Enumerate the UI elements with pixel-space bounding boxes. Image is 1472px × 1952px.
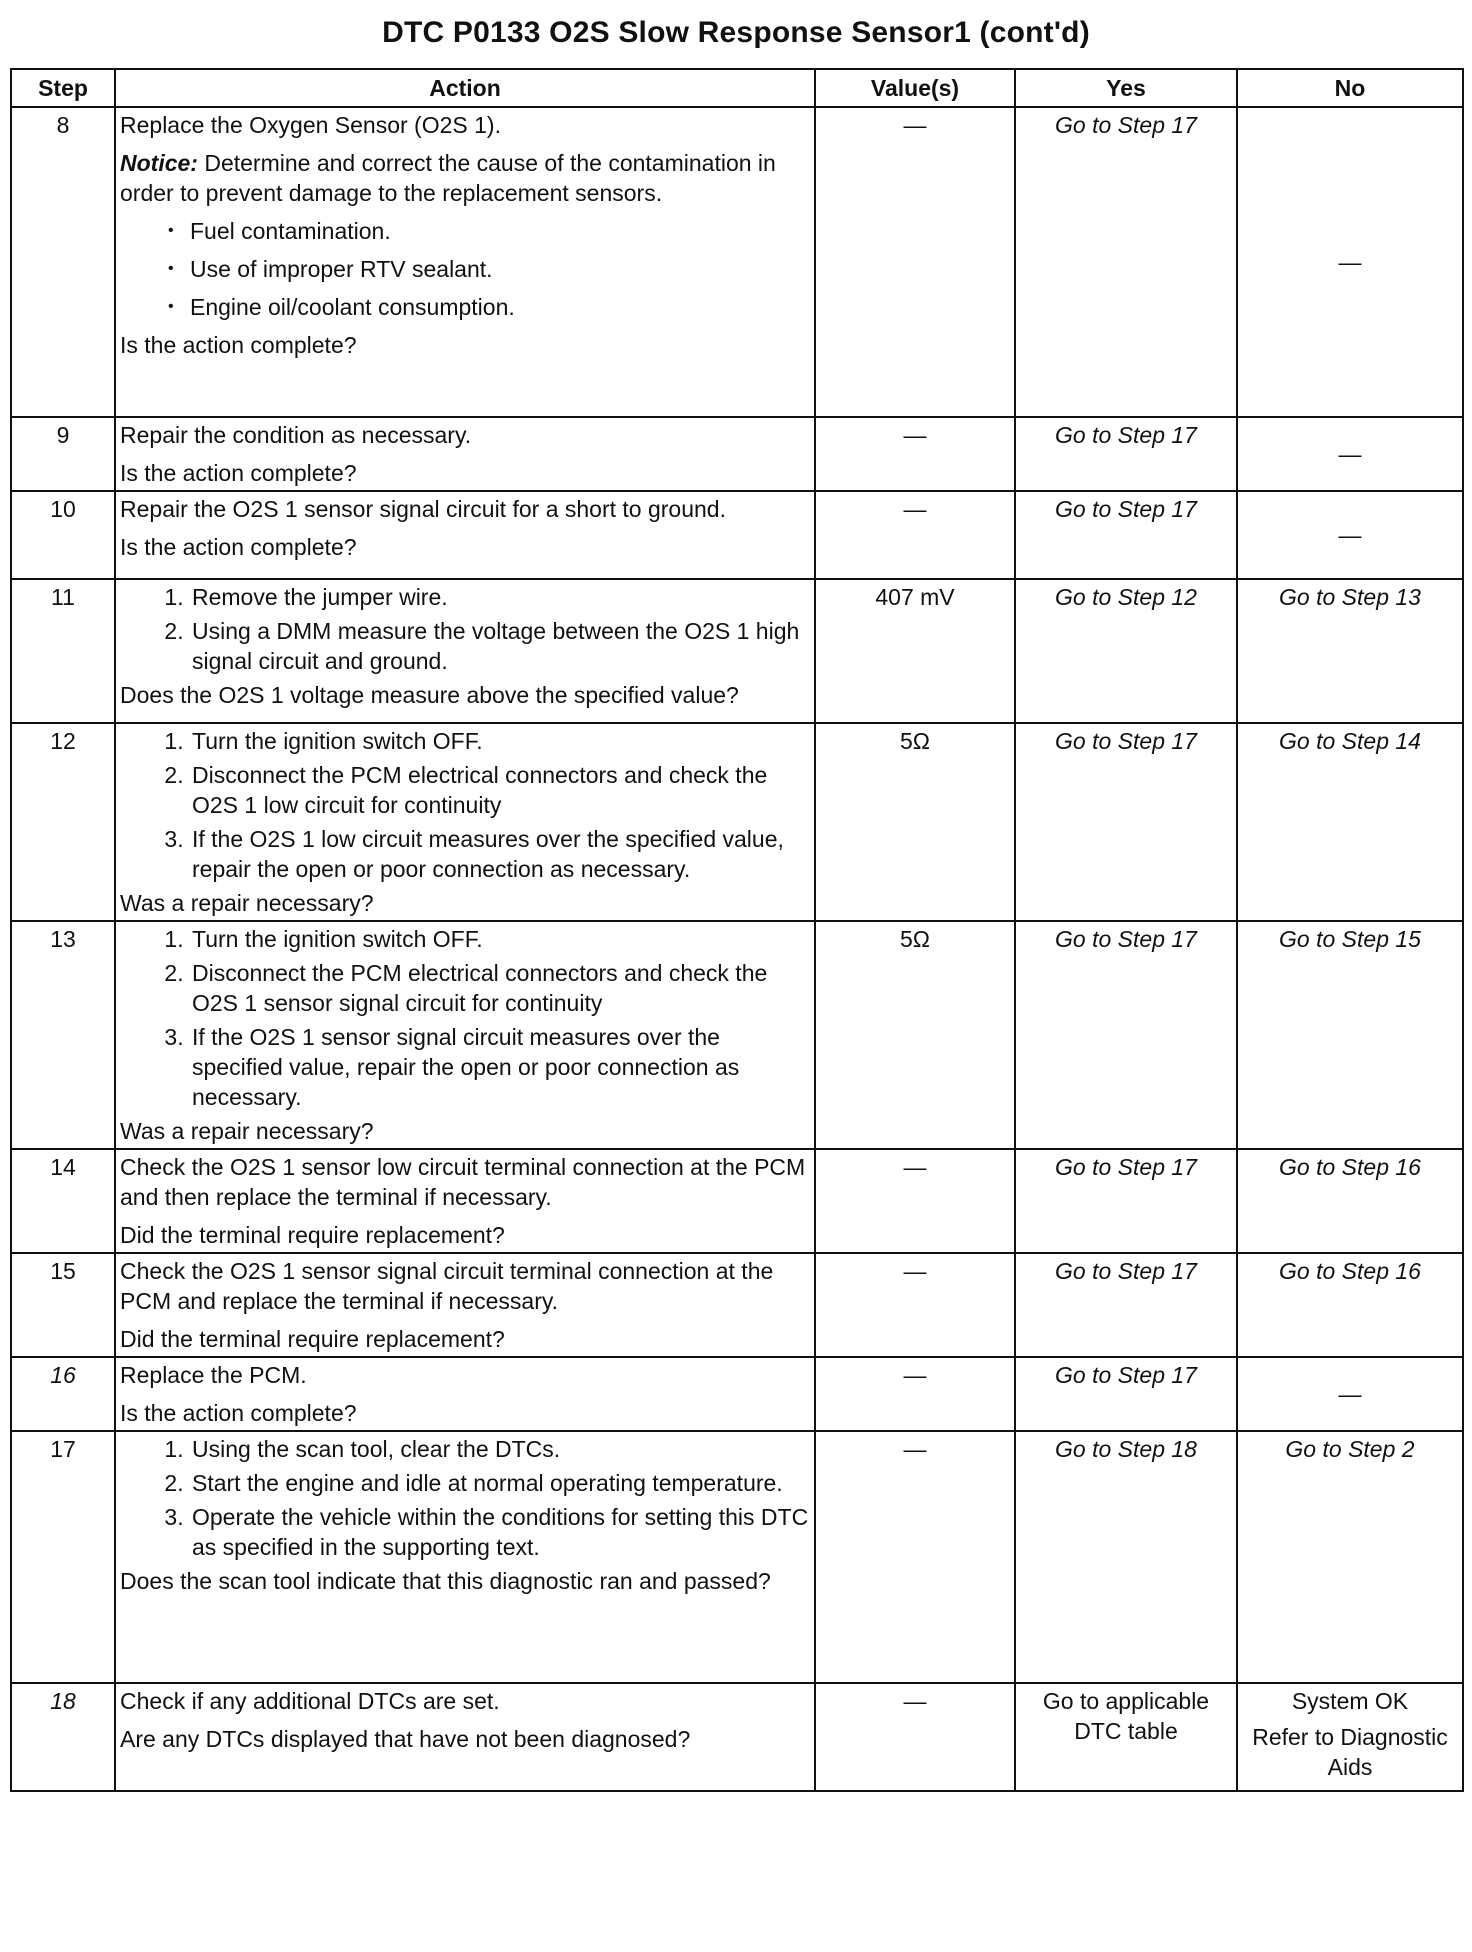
step-number: 18 <box>11 1683 115 1791</box>
yes-cell: Go to Step 12 <box>1015 579 1237 723</box>
list-item: 2. Disconnect the PCM electrical connectors and check the O2S 1 low circuit for continuity <box>190 760 810 820</box>
dtc-table <box>10 68 1464 1792</box>
action-cell <box>115 1149 815 1253</box>
list-item: 1. Turn the ignition switch OFF. <box>190 924 810 954</box>
step-number: 17 <box>11 1431 115 1683</box>
value-cell: 5Ω <box>815 723 1015 921</box>
value-cell: — <box>815 417 1015 491</box>
action-question: Does the scan tool indicate that this diagnostic ran and passed? <box>120 1568 771 1594</box>
value-cell: — <box>815 1357 1015 1431</box>
table-row <box>11 1431 1463 1683</box>
list-item: 3. If the O2S 1 low circuit measures over the specified value, repair the open or poor connection as necessary. <box>190 824 810 884</box>
value-cell: 407 mV <box>815 579 1015 723</box>
numbered-list <box>120 582 810 676</box>
list-item: • Engine oil/coolant consumption. <box>190 292 810 322</box>
yes-cell: Go to Step 17 <box>1015 107 1237 417</box>
notice <box>120 148 810 208</box>
action-intro: Check the O2S 1 sensor low circuit terminal connection at the PCM and then replace the terminal if necessary. <box>120 1154 806 1210</box>
no-cell: Go to Step 16 <box>1237 1253 1463 1357</box>
action-question: Is the action complete? <box>120 332 357 358</box>
yes-cell: Go to Step 17 <box>1015 491 1237 579</box>
table-row <box>11 921 1463 1149</box>
numbered-list <box>120 1434 810 1562</box>
value-cell: — <box>815 1149 1015 1253</box>
page-title: DTC P0133 O2S Slow Response Sensor1 (cont'd) <box>382 16 1090 49</box>
step-number: 8 <box>11 107 115 417</box>
action-question: Was a repair necessary? <box>120 890 374 916</box>
header-value: Value(s) <box>815 69 1015 107</box>
value-cell: — <box>815 1431 1015 1683</box>
list-item: 1. Remove the jumper wire. <box>190 582 810 612</box>
action-intro: Repair the O2S 1 sensor signal circuit for a short to ground. <box>120 496 726 522</box>
yes-cell: Go to Step 17 <box>1015 1253 1237 1357</box>
action-cell <box>115 1357 815 1431</box>
list-item: • Fuel contamination. <box>190 216 810 246</box>
action-question: Did the terminal require replacement? <box>120 1222 505 1248</box>
list-item: 2. Disconnect the PCM electrical connectors and check the O2S 1 sensor signal circuit for continuity <box>190 958 810 1018</box>
table-row <box>11 1683 1463 1791</box>
no-cell: — <box>1237 491 1463 579</box>
no-cell <box>1237 1683 1463 1791</box>
table-row <box>11 1149 1463 1253</box>
step-number: 11 <box>11 579 115 723</box>
step-number: 12 <box>11 723 115 921</box>
action-question: Is the action complete? <box>120 1400 357 1426</box>
header-row <box>11 69 1463 107</box>
no-cell: Go to Step 16 <box>1237 1149 1463 1253</box>
header-no: No <box>1237 69 1463 107</box>
yes-cell: Go to applicable DTC table <box>1015 1683 1237 1791</box>
action-cell <box>115 1683 815 1791</box>
action-question: Are any DTCs displayed that have not been diagnosed? <box>120 1726 691 1752</box>
list-item: 2. Using a DMM measure the voltage between the O2S 1 high signal circuit and ground. <box>190 616 810 676</box>
value-cell: — <box>815 107 1015 417</box>
bullet-list <box>120 216 810 322</box>
action-cell <box>115 723 815 921</box>
table-row <box>11 723 1463 921</box>
no-cell: Go to Step 14 <box>1237 723 1463 921</box>
yes-cell: Go to Step 18 <box>1015 1431 1237 1683</box>
step-number: 13 <box>11 921 115 1149</box>
header-action: Action <box>115 69 815 107</box>
no-cell: — <box>1237 417 1463 491</box>
action-cell <box>115 491 815 579</box>
numbered-list <box>120 924 810 1112</box>
action-question: Does the O2S 1 voltage measure above the specified value? <box>120 682 739 708</box>
yes-cell: Go to Step 17 <box>1015 1357 1237 1431</box>
action-intro: Check if any additional DTCs are set. <box>120 1688 500 1714</box>
step-number: 9 <box>11 417 115 491</box>
step-number: 16 <box>11 1357 115 1431</box>
table-row <box>11 579 1463 723</box>
header-step: Step <box>11 69 115 107</box>
list-item: • Use of improper RTV sealant. <box>190 254 810 284</box>
no-cell: Go to Step 2 <box>1237 1431 1463 1683</box>
notice-label: Notice: <box>120 150 198 176</box>
table-row <box>11 491 1463 579</box>
value-cell: — <box>815 491 1015 579</box>
action-cell <box>115 107 815 417</box>
action-cell <box>115 417 815 491</box>
step-number: 14 <box>11 1149 115 1253</box>
action-cell <box>115 921 815 1149</box>
table-row <box>11 1253 1463 1357</box>
list-item: 2. Start the engine and idle at normal operating temperature. <box>190 1468 810 1498</box>
list-item: 3. If the O2S 1 sensor signal circuit measures over the specified value, repair the open or poor connection as necessary. <box>190 1022 810 1112</box>
yes-cell: Go to Step 17 <box>1015 417 1237 491</box>
no-cell: — <box>1237 1357 1463 1431</box>
yes-cell: Go to Step 17 <box>1015 1149 1237 1253</box>
value-cell: 5Ω <box>815 921 1015 1149</box>
no-cell: Go to Step 13 <box>1237 579 1463 723</box>
yes-cell: Go to Step 17 <box>1015 921 1237 1149</box>
no-cell: Go to Step 15 <box>1237 921 1463 1149</box>
no-line-1: System OK <box>1291 1688 1409 1714</box>
header-yes: Yes <box>1015 69 1237 107</box>
list-item: 3. Operate the vehicle within the conditions for setting this DTC as specified in the supporting text. <box>190 1502 810 1562</box>
value-cell: — <box>815 1253 1015 1357</box>
action-intro: Check the O2S 1 sensor signal circuit terminal connection at the PCM and replace the terminal if necessary. <box>120 1258 774 1314</box>
action-question: Was a repair necessary? <box>120 1118 374 1144</box>
action-intro: Replace the Oxygen Sensor (O2S 1). <box>120 112 501 138</box>
table-row <box>11 1357 1463 1431</box>
yes-cell: Go to Step 17 <box>1015 723 1237 921</box>
table-row <box>11 417 1463 491</box>
notice-text: Determine and correct the cause of the contamination in order to prevent damage to the replacement sensors. <box>120 150 776 206</box>
action-cell <box>115 1253 815 1357</box>
list-item: 1. Turn the ignition switch OFF. <box>190 726 810 756</box>
action-cell <box>115 1431 815 1683</box>
numbered-list <box>120 726 810 884</box>
value-cell: — <box>815 1683 1015 1791</box>
action-intro: Replace the PCM. <box>120 1362 307 1388</box>
list-item: 1. Using the scan tool, clear the DTCs. <box>190 1434 810 1464</box>
action-question: Did the terminal require replacement? <box>120 1326 505 1352</box>
step-number: 15 <box>11 1253 115 1357</box>
table-row <box>11 107 1463 417</box>
action-intro: Repair the condition as necessary. <box>120 422 472 448</box>
no-cell: — <box>1237 107 1463 417</box>
action-question: Is the action complete? <box>120 534 357 560</box>
action-question: Is the action complete? <box>120 460 357 486</box>
no-line-2: Refer to Diagnostic Aids <box>1252 1724 1448 1780</box>
step-number: 10 <box>11 491 115 579</box>
action-cell <box>115 579 815 723</box>
